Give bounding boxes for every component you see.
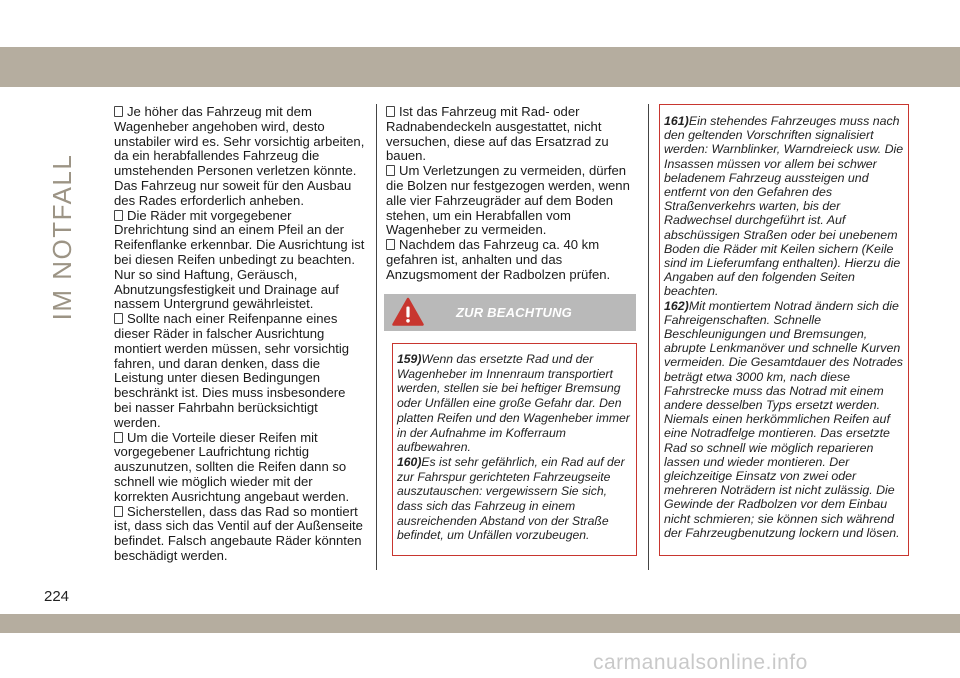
paragraph: Um Verletzungen zu vermeiden, dürfen die Bolzen nur festgezogen werden, wenn alle vier Fahrzeugräder auf dem Boden stehen, um ein Herabfallen vom Wagenheber zu vermeiden. bbox=[386, 163, 630, 238]
checkbox-bullet-icon bbox=[114, 106, 123, 117]
warning-notes-box bbox=[659, 104, 909, 556]
note-item: 161)Ein stehendes Fahrzeuges muss nach den geltenden Vorschriften signalisiert werden: Warnblinker, Warndreieck usw. Die Insassen müssen vor allem bei schwer beladenem Fahrzeug aussteigen und entfernt von den Gefahren des Straßenverkehrs warten, bis der Radwechsel durchgeführt ist. Auf abschüssigen Straßen oder bei unebenem Boden die Räder mit Keilen sichern (Keile sind im Lieferumfang enthalten). Hierzu die Angaben auf den folgenden Seiten beachten. bbox=[664, 114, 904, 299]
column-divider bbox=[648, 104, 649, 570]
body-column-1 bbox=[114, 105, 366, 564]
page-number: 224 bbox=[44, 588, 70, 605]
checkbox-bullet-icon bbox=[114, 432, 123, 443]
paragraph: Nachdem das Fahrzeug ca. 40 km gefahren ist, anhalten und das Anzugsmoment der Radbolzen prüfen. bbox=[386, 237, 611, 282]
paragraph: Ist das Fahrzeug mit Rad- oder Radnabendeckeln ausgestattet, nicht versuchen, diese auf das Ersatzrad zu bauen. bbox=[386, 104, 609, 164]
body-column-2 bbox=[386, 105, 636, 283]
paragraph: Sollte nach einer Reifenpanne eines dieser Räder in falscher Ausrichtung montiert werden müssen, sehr vorsichtig fahren, und daran denken, dass die Leistung unter diesen Bedingungen beschränkt ist. Dies muss insbesondere bei nasser Fahrbahn berücksichtigt werden. bbox=[114, 311, 350, 430]
note-item: 160)Es ist sehr gefährlich, ein Rad auf der zur Fahrspur gerichteten Fahrzeugseite auszutauschen: vergewissern Sie sich, dass sich das Fahrzeug in einem ausreichenden Abstand von der Straße befindet, um Unfällen vorzubeugen. bbox=[397, 454, 625, 543]
paragraph: Sicherstellen, dass das Rad so montiert ist, dass sich das Ventil auf der Außenseite befindet. Falsch angebaute Räder könnten beschädigt werden. bbox=[114, 503, 363, 563]
warning-header bbox=[384, 294, 636, 331]
checkbox-bullet-icon bbox=[386, 239, 395, 250]
paragraph: Die Räder mit vorgegebener Drehrichtung sind an einem Pfeil an der Reifenflanke erkennbar. Die Ausrichtung ist bei diesen Reifen unbedingt zu beachten. Nur so sind Haftung, Geräusch, Abnutzungsfestigkeit und Drainage auf nassem Untergrund gewährleistet. bbox=[114, 207, 365, 312]
checkbox-bullet-icon bbox=[386, 165, 395, 176]
warning-title: ZUR BEACHTUNG bbox=[456, 305, 572, 320]
paragraph: Um die Vorteile dieser Reifen mit vorgegebener Laufrichtung richtig auszunutzen, sollten die Reifen dann so schnell wie möglich wieder mit der korrekten Ausrichtung angebaut werden. bbox=[114, 429, 350, 504]
warning-triangle-icon bbox=[392, 297, 424, 327]
note-item: 159)Wenn das ersetzte Rad und der Wagenheber im Innenraum transportiert werden, stellen sie bei heftiger Bremsung oder Unfällen eine große Gefahr dar. Den platten Reifen und den Wagenheber immer in der Aufnahme im Kofferraum aufbewahren. bbox=[397, 352, 630, 455]
paragraph: Je höher das Fahrzeug mit dem Wagenheber angehoben wird, desto unstabiler wird es. Sehr vorsichtig arbeiten, da ein herabfallendes Fahrzeug die umstehenden Personen verletzen könnte. Das Fahrzeug nur soweit für den Ausbau des Rades erforderlich anheben. bbox=[114, 104, 365, 208]
checkbox-bullet-icon bbox=[114, 506, 123, 517]
section-title-text: IM NOTFALL bbox=[47, 153, 77, 321]
watermark: carmanualsonline.info bbox=[593, 651, 808, 674]
header-band bbox=[0, 47, 960, 87]
checkbox-bullet-icon bbox=[114, 313, 123, 324]
checkbox-bullet-icon bbox=[114, 210, 123, 221]
column-divider bbox=[376, 104, 377, 570]
footer-band bbox=[0, 614, 960, 633]
note-item: 162)Mit montiertem Notrad ändern sich die Fahreigenschaften. Schnelle Beschleunigungen und Bremsungen, abrupte Lenkmanöver und schnelle Kurven vermeiden. Die Gesamtdauer des Notrades beträgt etwa 3000 km, nach diese Fahrstrecke muss das Notrad mit einem andere desselben Typs ersetzt werden. Niemals einen herkömmlichen Reifen auf eine Notradfelge montieren. Das ersetzte Rad so schnell wie möglich reparieren lassen und wieder montieren. Der gleichzeitige Einsatz von zwei oder mehreren Noträdern ist nicht zulässig. Die Gewinde der Radbolzen vor dem Einbau nicht schmieren; sie können sich während der Fahrzeugbenutzung lockern und lösen. bbox=[664, 298, 903, 540]
checkbox-bullet-icon bbox=[386, 106, 395, 117]
warning-notes-box bbox=[392, 343, 637, 556]
